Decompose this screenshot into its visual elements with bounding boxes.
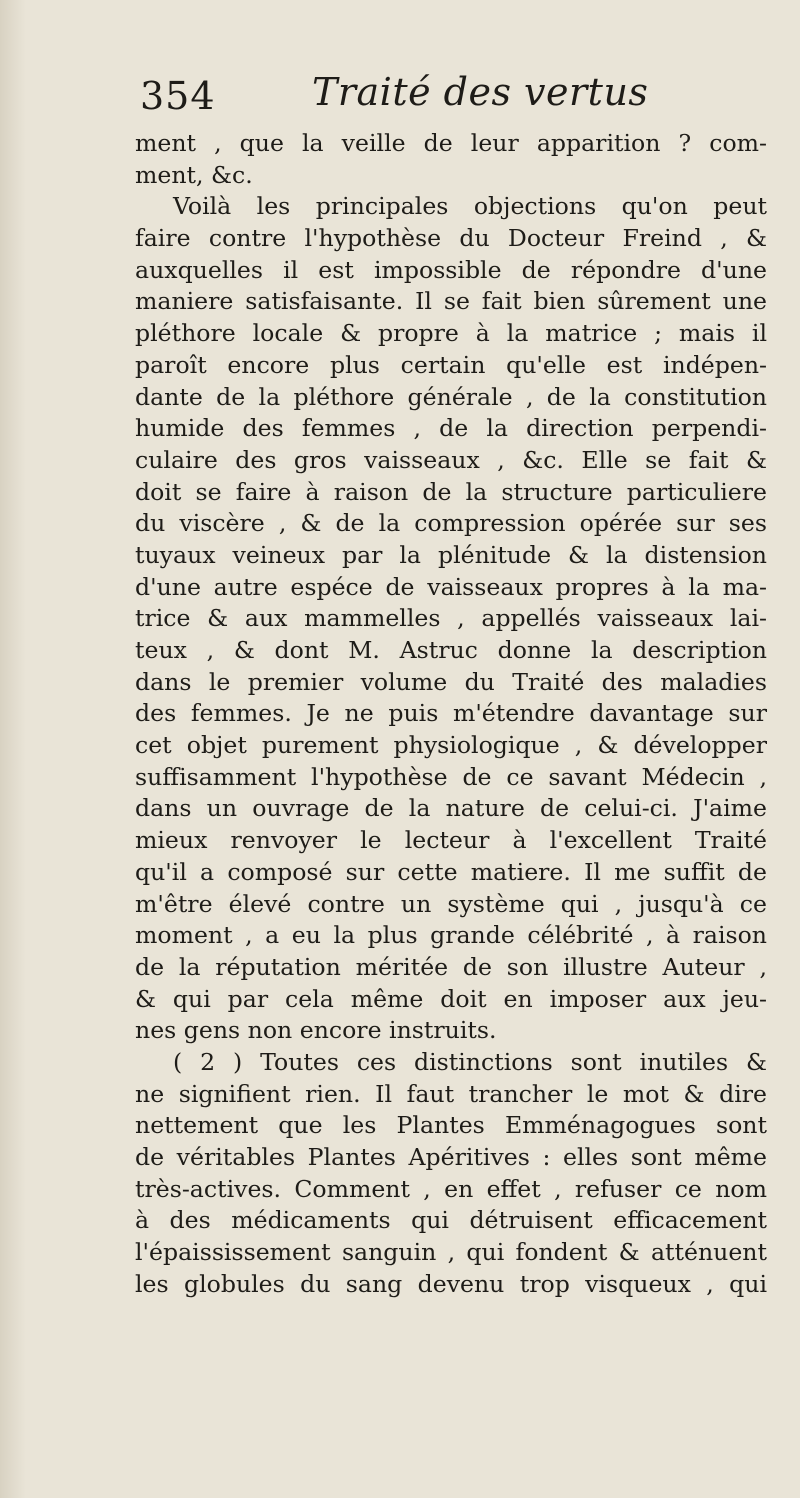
text-line: doit se faire à raison de la structure particuliere (135, 477, 767, 506)
text-line: du viscère , & de la compression opérée sur ses (135, 509, 767, 538)
text-line: de véritables Plantes Apéritives : elles sont même (135, 1143, 767, 1171)
text-line: d'une autre espéce de vaisseaux propres à la ma- (135, 572, 767, 601)
page-header (140, 70, 780, 130)
text-line: ment , que la veille de leur apparition ? com- (135, 129, 767, 157)
text-line: culaire des gros vaisseaux , &c. Elle se fait & (135, 445, 767, 474)
text-line: m'être élevé contre un système qui , jusqu'à ce (135, 889, 767, 918)
text-line: dans le premier volume du Traité des maladies (135, 667, 767, 696)
text-line: nettement que les Plantes Emménagogues sont (135, 1111, 767, 1140)
text-line: tuyaux veineux par la plénitude & la distension (135, 540, 767, 569)
text-line: ( 2 ) Toutes ces distinctions sont inutiles & (173, 1047, 767, 1076)
text-line: à des médicaments qui détruisent efficacement (135, 1206, 767, 1235)
text-line: trice & aux mammelles , appellés vaisseaux lai- (135, 604, 767, 633)
body-text (135, 128, 767, 1300)
text-line: ment, &c. (135, 160, 253, 189)
text-line: mieux renvoyer le lecteur à l'excellent Traité (135, 826, 767, 855)
text-line: très-actives. Comment , en effet , refuser ce nom (135, 1174, 767, 1203)
text-line: moment , a eu la plus grande célébrité , à raison (135, 921, 767, 950)
page-gutter-shade (0, 0, 26, 1498)
text-line: dante de la pléthore générale , de la constitution (135, 382, 767, 411)
text-line: ne signifient rien. Il faut trancher le mot & dire (135, 1079, 767, 1108)
text-line: suffisamment l'hypothèse de ce savant Médecin , (135, 762, 767, 791)
text-line: maniere satisfaisante. Il se fait bien sûrement une (135, 287, 767, 316)
text-line: & qui par cela même doit en imposer aux jeu- (135, 984, 767, 1013)
text-line: paroît encore plus certain qu'elle est indépen- (135, 350, 767, 379)
page-number: 354 (140, 74, 216, 118)
running-title: Traité des vertus (312, 70, 649, 114)
text-line: auxquelles il est impossible de répondre d'une (135, 255, 767, 284)
text-line: de la réputation méritée de son illustre Auteur , (135, 952, 767, 981)
text-line: humide des femmes , de la direction perpendi- (135, 414, 767, 443)
text-line: teux , & dont M. Astruc donne la description (135, 636, 767, 664)
text-line: pléthore locale & propre à la matrice ; mais il (135, 319, 767, 348)
text-line: faire contre l'hypothèse du Docteur Freind , & (135, 224, 767, 253)
text-line: les globules du sang devenu trop visqueux , qui (135, 1269, 767, 1298)
text-line: nes gens non encore instruits. (135, 1016, 497, 1045)
text-line: cet objet purement physiologique , & développer (135, 731, 767, 760)
text-line: l'épaississement sanguin , qui fondent & atténuent (135, 1238, 767, 1267)
text-line: des femmes. Je ne puis m'étendre davantage sur (135, 699, 767, 728)
text-line: qu'il a composé sur cette matiere. Il me suffit de (135, 857, 767, 886)
text-line: Voilà les principales objections qu'on peut (173, 192, 767, 221)
text-line: dans un ouvrage de la nature de celui-ci. J'aime (135, 794, 767, 823)
